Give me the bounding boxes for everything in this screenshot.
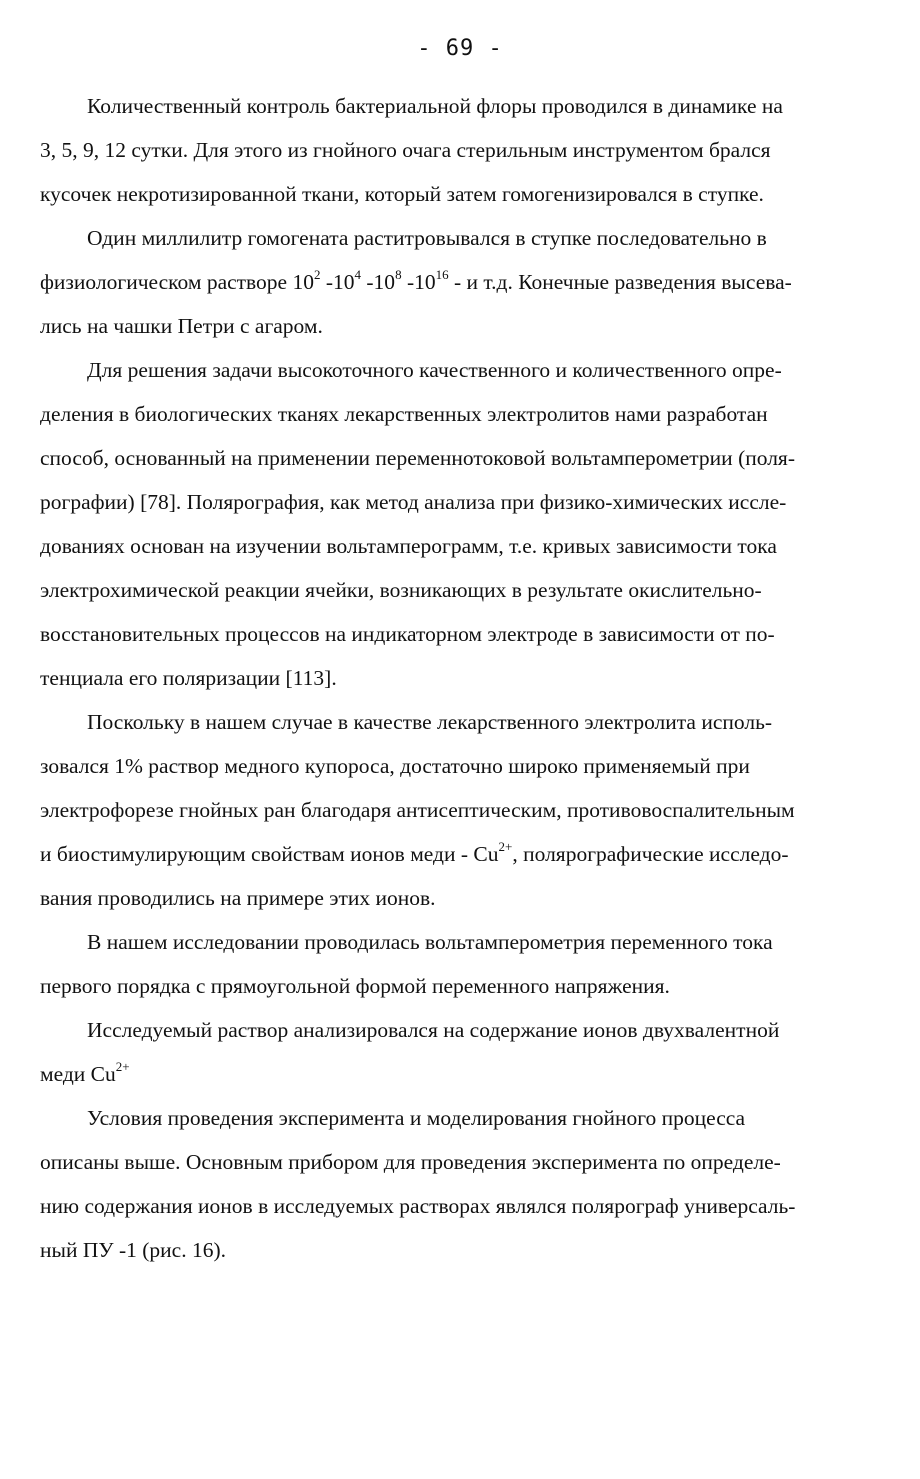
- superscript: 2+: [498, 838, 513, 854]
- text-run: -10: [401, 270, 436, 294]
- text-line: дованиях основан на изучении вольтамперограмм, т.е. кривых зависимости тока: [40, 534, 777, 558]
- paragraph-voltammetry: [40, 920, 872, 1008]
- text-line: рографии) [78]. Полярография, как метод анализа при физико-химических иссле-: [40, 490, 787, 514]
- text-line: Количественный контроль бактериальной флоры проводился в динамике на: [87, 94, 783, 118]
- text-line: деления в биологических тканях лекарственных электролитов нами разработан: [40, 402, 768, 426]
- paragraph-polarography: [40, 348, 872, 700]
- text-run: -10: [320, 270, 355, 294]
- superscript: 2+: [115, 1058, 130, 1074]
- superscript: 16: [435, 266, 449, 282]
- text-line: лись на чашки Петри с агаром.: [40, 314, 323, 338]
- text-line: первого порядка с прямоугольной формой переменного напряжения.: [40, 974, 670, 998]
- text-line: Поскольку в нашем случае в качестве лекарственного электролита исполь-: [87, 710, 773, 734]
- text-line: восстановительных процессов на индикаторном электроде в зависимости от по-: [40, 622, 775, 646]
- superscript: 8: [395, 266, 402, 282]
- text-line: ный ПУ -1 (рис. 16).: [40, 1238, 226, 1262]
- text-run: - и т.д. Конечные разведения высева-: [448, 270, 792, 294]
- superscript: 4: [354, 266, 362, 282]
- text-line: описаны выше. Основным прибором для проведения эксперимента по определе-: [40, 1150, 781, 1174]
- text-line-dilutions: [40, 260, 872, 304]
- text-run: и биостимулирующим свойствам ионов меди - Cu: [40, 842, 499, 866]
- text-run: меди Cu: [40, 1062, 116, 1086]
- text-line-copper-ion: [40, 832, 872, 876]
- paragraph-bacterial-control: [40, 84, 872, 216]
- paragraph-homogenate: [40, 216, 872, 348]
- paragraph-experiment-conditions: [40, 1096, 872, 1272]
- text-line: нию содержания ионов в исследуемых растворах являлся полярограф универсаль-: [40, 1194, 796, 1218]
- superscript: 2: [313, 266, 321, 282]
- text-run: , полярографические исследо-: [512, 842, 789, 866]
- paragraph-solution-analysis: [40, 1008, 872, 1096]
- text-line: Один миллилитр гомогената раститровывался в ступке последовательно в: [87, 226, 767, 250]
- text-line: тенциала его поляризации [113].: [40, 666, 337, 690]
- text-line: электрофорезе гнойных ран благодаря антисептическим, противовоспалительным: [40, 798, 795, 822]
- text-line: вания проводились на примере этих ионов.: [40, 886, 436, 910]
- text-run: -10: [361, 270, 396, 294]
- text-line: Условия проведения эксперимента и моделирования гнойного процесса: [87, 1106, 746, 1130]
- text-run: физиологическом растворе 10: [40, 270, 314, 294]
- text-line: В нашем исследовании проводилась вольтамперометрия переменного тока: [87, 930, 773, 954]
- text-line: электрохимической реакции ячейки, возникающих в результате окислительно-: [40, 578, 762, 602]
- text-line: кусочек некротизированной ткани, который затем гомогенизировался в ступке.: [40, 182, 764, 206]
- text-line: Исследуемый раствор анализировался на содержание ионов двухвалентной: [87, 1018, 780, 1042]
- text-line: Для решения задачи высокоточного качественного и количественного опре-: [87, 358, 782, 382]
- text-line: 3, 5, 9, 12 сутки. Для этого из гнойного очага стерильным инструментом брался: [40, 138, 771, 162]
- text-line: зовался 1% раствор медного купороса, достаточно широко применяемый при: [40, 754, 750, 778]
- text-line-copper-ion: [40, 1052, 872, 1096]
- document-body: [40, 84, 872, 1272]
- text-line: способ, основанный на применении переменнотоковой вольтамперометрии (поля-: [40, 446, 795, 470]
- paragraph-copper-sulfate: [40, 700, 872, 920]
- page-number: - 69 -: [417, 36, 503, 61]
